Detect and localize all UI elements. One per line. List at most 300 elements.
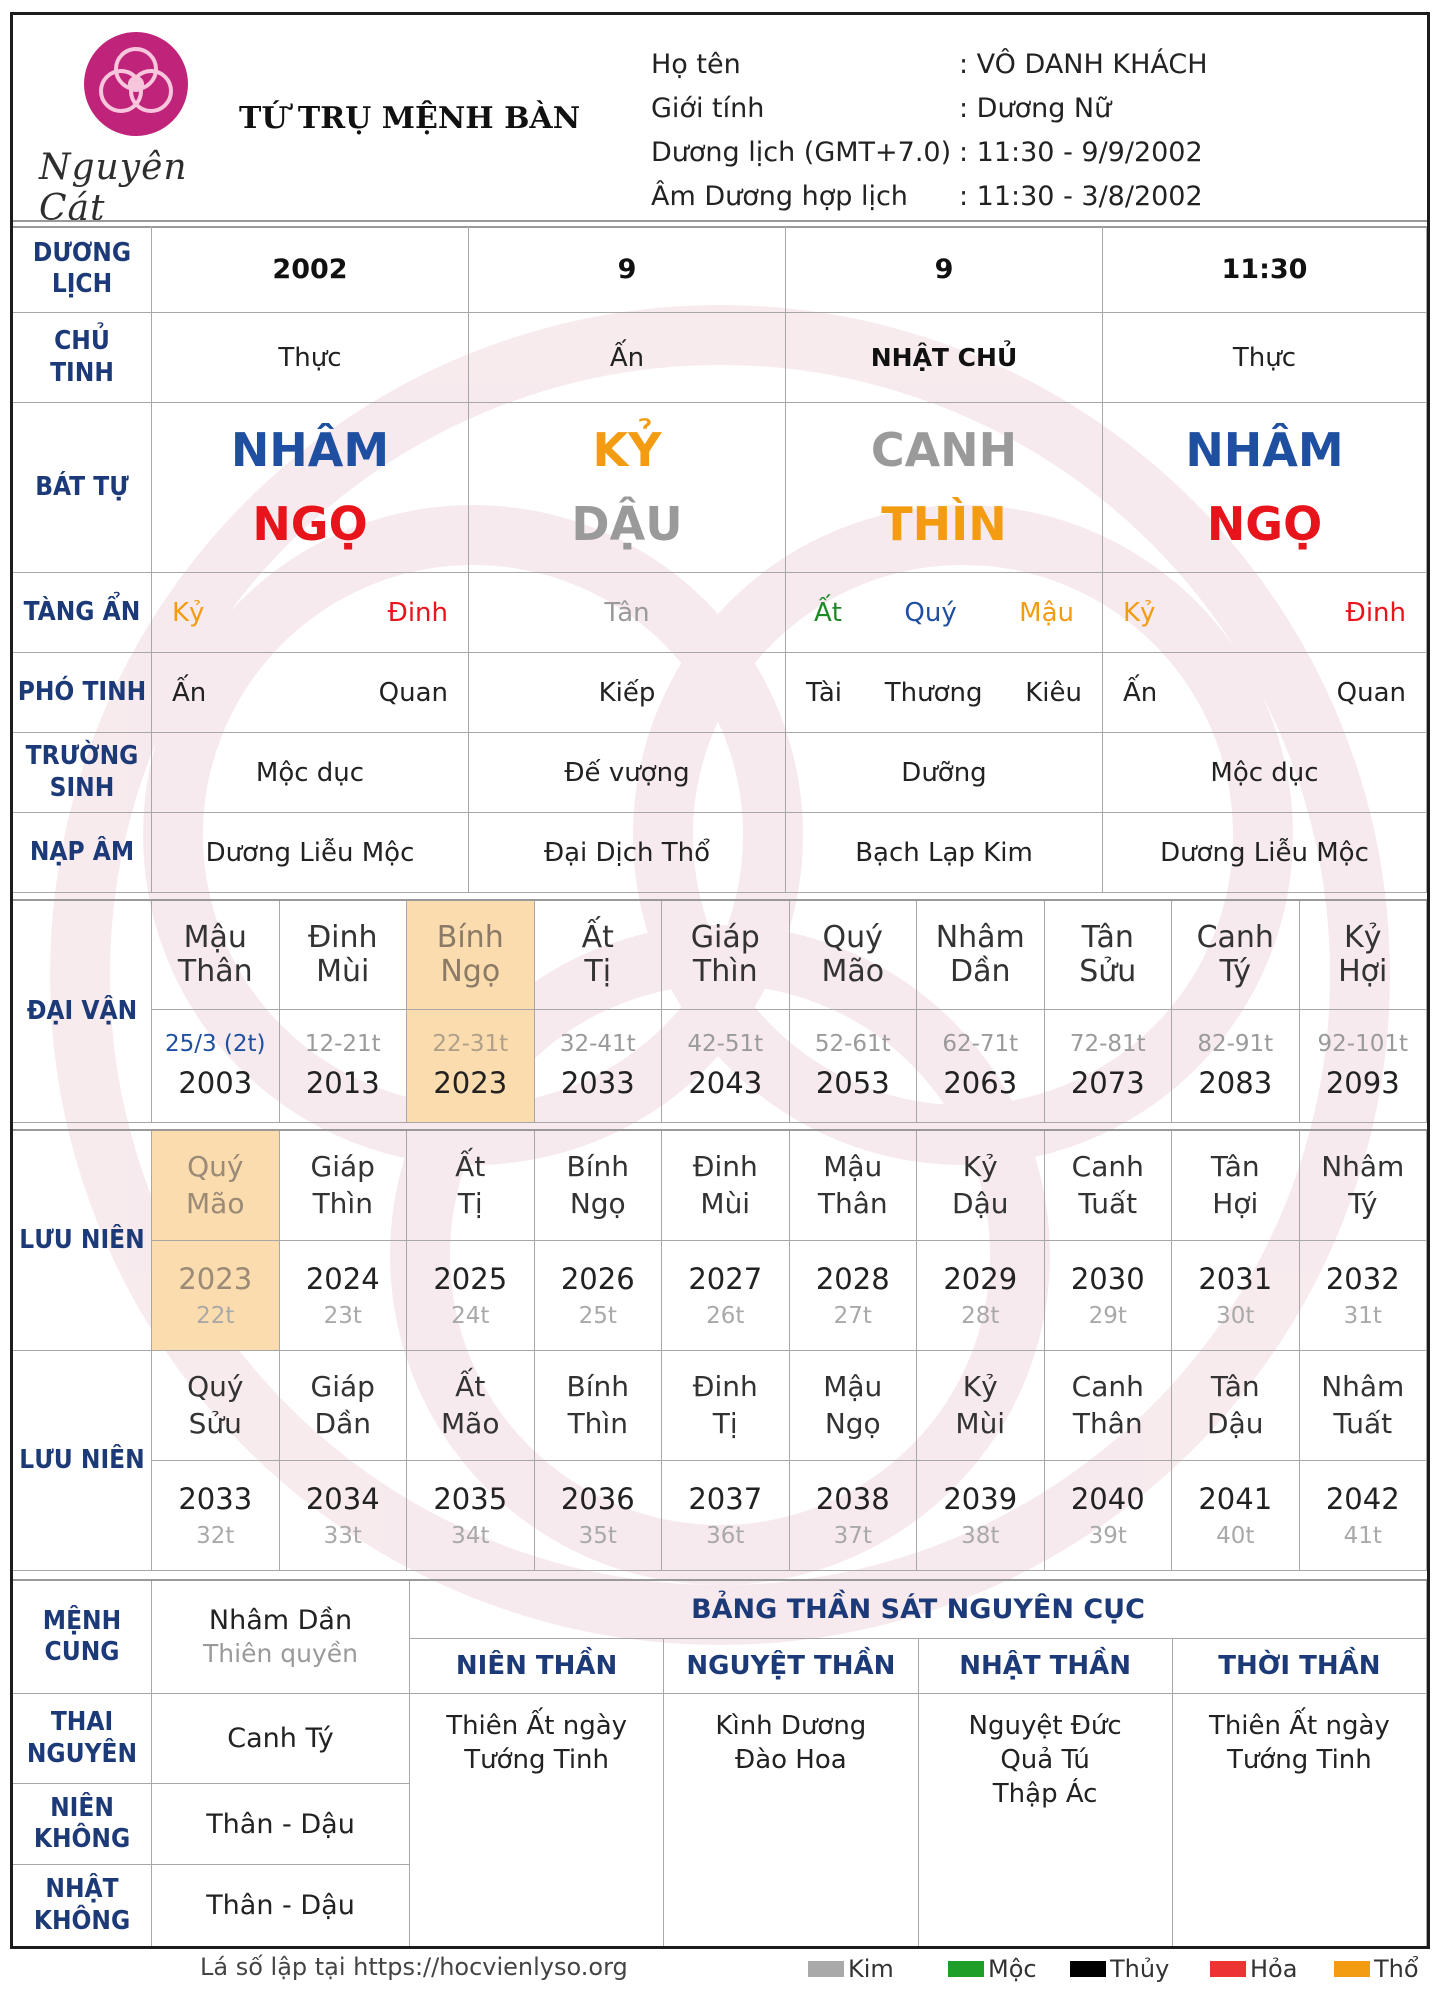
hidden-stem: Kỷ	[172, 597, 205, 628]
legend-item	[808, 1955, 894, 1983]
luu-nien-stem: Quý	[187, 1150, 244, 1184]
luu-nien-stem: Quý	[187, 1370, 244, 1404]
dai-van-age: 22-31t	[432, 1031, 509, 1058]
luu-nien-year: 2034	[305, 1482, 380, 1517]
luu-nien-stem: Tân	[1210, 1150, 1260, 1184]
dai-van-age: 62-71t	[942, 1031, 1019, 1058]
dai-van-pillar	[407, 901, 535, 1010]
luu-nien-age: 40t	[1216, 1522, 1255, 1549]
luu-nien-stem: Kỷ	[962, 1150, 998, 1184]
luu-nien-year-cell	[790, 1241, 918, 1351]
chu-tinh-hour: Thực	[1103, 313, 1427, 403]
nap-am-hour: Dương Liễu Mộc	[1103, 813, 1427, 893]
luu-nien-year: 2035	[433, 1482, 508, 1517]
sub-star: Quan	[1336, 677, 1406, 708]
luu-nien-age: 33t	[323, 1522, 362, 1549]
luu-nien-pillar	[917, 1131, 1045, 1241]
pho-tinh-day	[786, 653, 1103, 733]
luu-nien-branch: Tị	[457, 1186, 483, 1220]
sub-star: Ấn	[1123, 677, 1158, 708]
menh-cung-name: Nhâm Dần	[208, 1605, 353, 1637]
luu-nien-branch: Sửu	[188, 1406, 242, 1440]
luu-nien-pillar	[1300, 1131, 1428, 1241]
luu-nien-branch: Mão	[441, 1406, 500, 1440]
dai-van-branch: Tý	[1219, 954, 1251, 989]
luu-nien-pillar	[535, 1351, 663, 1461]
row-label-truong-sinh	[13, 733, 152, 813]
luu-nien-branch: Hợi	[1212, 1186, 1259, 1220]
luu-nien-age: 39t	[1088, 1522, 1127, 1549]
than-sat-column-header: NIÊN THẦN	[410, 1639, 664, 1694]
nien-khong-value: Thân - Dậu	[152, 1784, 410, 1865]
hidden-stem: Ất	[814, 597, 842, 628]
dai-van-period	[152, 1010, 280, 1123]
luu-nien-year-cell	[790, 1461, 918, 1571]
duong-lich-day: 9	[786, 226, 1103, 313]
luu-nien-year: 2037	[688, 1482, 763, 1517]
than-sat-item: Thập Ác	[992, 1778, 1098, 1809]
dai-van-pillar	[917, 901, 1045, 1010]
info-label-name: Họ tên	[651, 49, 741, 80]
row-label-line2: KHÔNG	[33, 1824, 131, 1854]
luu-nien-pillar	[790, 1351, 918, 1461]
luu-nien-pillar	[407, 1351, 535, 1461]
row-label-tang-an: TÀNG ẨN	[13, 573, 152, 653]
luu-nien-branch: Tị	[712, 1406, 738, 1440]
dai-van-branch: Mùi	[316, 954, 370, 989]
legend-label: Kim	[848, 1955, 894, 1983]
menh-cung-star: Thiên quyền	[203, 1639, 358, 1669]
pho-tinh-month	[469, 653, 786, 733]
luu-nien-stem: Ất	[455, 1370, 486, 1404]
luu-nien-year: 2036	[560, 1482, 635, 1517]
luu-nien-year-cell	[407, 1241, 535, 1351]
hidden-stem: Tân	[604, 597, 650, 628]
luu-nien-year-cell	[280, 1461, 408, 1571]
info-value-solar-date: : 11:30 - 9/9/2002	[959, 137, 1203, 168]
label-menh-cung	[13, 1581, 152, 1694]
luu-nien-year: 2041	[1198, 1482, 1273, 1517]
dai-van-stem: Giáp	[690, 919, 760, 955]
pho-tinh-year	[152, 653, 469, 733]
heavenly-stem: KỶ	[592, 422, 662, 477]
label-nhat-khong	[13, 1865, 152, 1946]
dai-van-stem: Kỷ	[1344, 919, 1382, 955]
dai-van-age: 12-21t	[304, 1031, 381, 1058]
legend-swatch	[1070, 1961, 1106, 1977]
luu-nien-pillar	[1172, 1351, 1300, 1461]
than-sat-item: Tướng Tinh	[1226, 1744, 1372, 1775]
tang-an-day	[786, 573, 1103, 653]
luu-nien-age: 30t	[1216, 1302, 1255, 1329]
dai-van-branch: Ngọ	[440, 954, 501, 989]
than-sat-column-body	[1173, 1694, 1427, 1946]
info-label-gender: Giới tính	[651, 93, 765, 124]
than-sat-column-header: NHẬT THẦN	[919, 1639, 1173, 1694]
hidden-stem: Đinh	[387, 597, 448, 628]
luu-nien-year: 2030	[1070, 1262, 1145, 1297]
luu-nien-year-cell	[152, 1241, 280, 1351]
luu-nien-branch: Dậu	[1207, 1406, 1264, 1440]
luu-nien-year-cell	[280, 1241, 408, 1351]
dai-van-age: 42-51t	[687, 1031, 764, 1058]
luu-nien-year: 2027	[688, 1262, 763, 1297]
logo	[31, 29, 241, 229]
luu-nien-branch: Mùi	[700, 1186, 751, 1220]
luu-nien-stem: Canh	[1071, 1370, 1144, 1404]
luu-nien-year-cell	[1172, 1461, 1300, 1571]
luu-nien-pillar	[152, 1131, 280, 1241]
than-sat-item: Nguyệt Đức	[968, 1711, 1122, 1741]
luu-nien-age: 36t	[706, 1522, 745, 1549]
nhat-khong-value: Thân - Dậu	[152, 1865, 410, 1946]
luu-nien-pillar	[535, 1131, 663, 1241]
sub-star: Tài	[806, 677, 843, 708]
luu-nien-branch: Mão	[186, 1186, 245, 1220]
luu-nien-year-cell	[662, 1241, 790, 1351]
row-label-line2: KHÔNG	[33, 1905, 131, 1936]
luu-nien-year: 2028	[815, 1262, 890, 1297]
heavenly-stem: NHÂM	[230, 422, 390, 477]
dai-van-year: 2043	[688, 1065, 763, 1100]
chu-tinh-year: Thực	[152, 313, 469, 403]
row-label-line1: TRƯỜNG	[25, 741, 139, 772]
luu-nien-year-cell	[917, 1241, 1045, 1351]
dai-van-year: 2093	[1325, 1065, 1400, 1100]
bat-tu-year	[152, 403, 469, 573]
than-sat-item: Tướng Tinh	[464, 1744, 610, 1775]
luu-nien-year: 2031	[1198, 1262, 1273, 1297]
row-label-line1: DƯƠNG	[32, 237, 132, 268]
dai-van-pillar	[790, 901, 918, 1010]
luu-nien-age: 35t	[578, 1522, 617, 1549]
dai-van-period	[917, 1010, 1045, 1123]
duong-lich-year: 2002	[152, 226, 469, 313]
luu-nien-age: 31t	[1343, 1302, 1382, 1329]
nap-am-year: Dương Liễu Mộc	[152, 813, 469, 893]
legend-label: Thủy	[1110, 1955, 1170, 1983]
row-label-line1: NIÊN	[50, 1792, 114, 1823]
luu-nien-stem: Tân	[1210, 1370, 1260, 1404]
dai-van-stem: Quý	[822, 919, 883, 955]
info-value-lunar-date: : 11:30 - 3/8/2002	[959, 181, 1203, 212]
than-sat-column-header: THỜI THẦN	[1173, 1639, 1427, 1694]
luu-nien-age: 34t	[451, 1522, 490, 1549]
hidden-stem: Kỷ	[1123, 597, 1156, 628]
tang-an-year	[152, 573, 469, 653]
dai-van-year: 2023	[433, 1065, 508, 1100]
dai-van-age: 82-91t	[1197, 1031, 1274, 1058]
thai-nguyen-value: Canh Tý	[152, 1694, 410, 1784]
dai-van-age: 25/3 (2t)	[164, 1031, 266, 1058]
luu-nien-year-cell	[535, 1461, 663, 1571]
row-label-line2: LỊCH	[51, 269, 113, 299]
luu-nien-year: 2039	[943, 1482, 1018, 1517]
luu-nien-branch: Dậu	[952, 1186, 1009, 1220]
dai-van-branch: Dần	[950, 954, 1011, 989]
legend-label: Mộc	[988, 1955, 1037, 1983]
footer-source: Lá số lập tại https://hocvienlyso.org	[200, 1953, 628, 1981]
row-label-nap-am: NẠP ÂM	[13, 813, 152, 893]
luu-nien-year-cell	[1300, 1461, 1428, 1571]
duong-lich-hour: 11:30	[1103, 226, 1427, 313]
dai-van-pillar	[1045, 901, 1173, 1010]
row-label-line1: MỆNH	[42, 1605, 122, 1636]
heavenly-stem: CANH	[870, 422, 1018, 477]
than-sat-item: Thiên Ất ngày	[1208, 1711, 1390, 1741]
dai-van-stem: Ất	[581, 919, 614, 955]
luu-nien-year: 2029	[943, 1262, 1018, 1297]
luu-nien-year: 2033	[178, 1482, 253, 1517]
row-label-line1: THAI	[50, 1707, 114, 1738]
luu-nien-pillar	[1045, 1351, 1173, 1461]
row-label-line1: NHẬT	[45, 1874, 119, 1905]
row-label-luu-nien-1: LƯU NIÊN	[13, 1131, 152, 1351]
luu-nien-year-cell	[662, 1461, 790, 1571]
luu-nien-branch: Ngọ	[569, 1186, 626, 1220]
luu-nien-stem: Canh	[1071, 1150, 1144, 1184]
legend-item	[948, 1955, 1037, 1983]
luu-nien-age: 32t	[196, 1522, 235, 1549]
luu-nien-year-cell	[535, 1241, 663, 1351]
luu-nien-age: 23t	[323, 1302, 362, 1329]
luu-nien-age: 27t	[833, 1302, 872, 1329]
sub-star: Thương	[884, 677, 983, 708]
dai-van-branch: Thân	[177, 954, 253, 989]
dai-van-stem: Mậu	[183, 919, 247, 955]
chart-frame	[10, 12, 1430, 1949]
row-label-luu-nien-2: LƯU NIÊN	[13, 1351, 152, 1571]
luu-nien-age: 26t	[706, 1302, 745, 1329]
dai-van-period	[790, 1010, 918, 1123]
luu-nien-year: 2026	[560, 1262, 635, 1297]
truong-sinh-month: Đế vượng	[469, 733, 786, 813]
row-label-line2: NGUYÊN	[26, 1738, 138, 1769]
bat-tu-day	[786, 403, 1103, 573]
luu-nien-stem: Đinh	[692, 1370, 758, 1404]
dai-van-period	[407, 1010, 535, 1123]
label-thai-nguyen	[13, 1694, 152, 1784]
dai-van-year: 2033	[560, 1065, 635, 1100]
luu-nien-stem: Đinh	[692, 1150, 758, 1184]
row-label-line2: SINH	[49, 772, 115, 803]
nap-am-day: Bạch Lạp Kim	[786, 813, 1103, 893]
dai-van-period	[1172, 1010, 1300, 1123]
nap-am-month: Đại Dịch Thổ	[469, 813, 786, 893]
dai-van-year: 2063	[943, 1065, 1018, 1100]
legend-label: Hỏa	[1250, 1955, 1298, 1983]
luu-nien-year: 2042	[1325, 1482, 1400, 1517]
dai-van-branch: Tị	[584, 954, 612, 989]
luu-nien-stem: Ất	[455, 1150, 486, 1184]
luu-nien-age: 38t	[961, 1522, 1000, 1549]
row-label-duong-lich	[13, 226, 152, 313]
luu-nien-stem: Nhâm	[1321, 1150, 1405, 1184]
luu-nien-year: 2032	[1325, 1262, 1400, 1297]
luu-nien-branch: Dần	[314, 1406, 371, 1440]
luu-nien-branch: Mùi	[955, 1406, 1006, 1440]
header-divider	[13, 220, 1427, 222]
luu-nien-pillar	[1172, 1131, 1300, 1241]
header	[13, 15, 1427, 229]
dai-van-age: 32-41t	[559, 1031, 636, 1058]
luu-nien-age: 22t	[196, 1302, 235, 1329]
heavenly-stem: NHÂM	[1185, 422, 1344, 477]
sub-star: Kiêu	[1025, 677, 1082, 708]
dai-van-year: 2073	[1070, 1065, 1145, 1100]
luu-nien-stem: Nhâm	[1321, 1370, 1405, 1404]
info-value-gender: : Dương Nữ	[959, 93, 1112, 124]
sub-star: Kiếp	[598, 677, 656, 708]
row-label-bat-tu: BÁT TỰ	[13, 403, 152, 573]
label-nien-khong	[13, 1784, 152, 1865]
dai-van-stem: Canh	[1196, 919, 1274, 955]
luu-nien-branch: Tuất	[1078, 1186, 1138, 1220]
row-label-line2: CUNG	[44, 1637, 120, 1667]
hidden-stem: Đinh	[1345, 597, 1406, 628]
luu-nien-age: 41t	[1343, 1522, 1382, 1549]
luu-nien-year-cell	[1172, 1241, 1300, 1351]
luu-nien-year-cell	[917, 1461, 1045, 1571]
luu-nien-pillar	[280, 1351, 408, 1461]
lotus-logo-icon	[81, 29, 191, 139]
luu-nien-pillar	[1045, 1131, 1173, 1241]
truong-sinh-day: Dưỡng	[786, 733, 1103, 813]
luu-nien-branch: Tý	[1348, 1186, 1378, 1220]
luu-nien-stem: Mậu	[823, 1370, 883, 1404]
legend-swatch	[1334, 1961, 1370, 1977]
hidden-stem: Mậu	[1019, 597, 1074, 628]
luu-nien-pillar	[407, 1131, 535, 1241]
dai-van-branch: Sửu	[1079, 954, 1137, 989]
legend-swatch	[948, 1961, 984, 1977]
bat-tu-month	[469, 403, 786, 573]
luu-nien-branch: Thìn	[312, 1186, 373, 1220]
dai-van-period	[280, 1010, 408, 1123]
legend-item	[1070, 1955, 1169, 1983]
menh-cung-value	[152, 1581, 410, 1694]
dai-van-pillar	[152, 901, 280, 1010]
luu-nien-pillar	[662, 1131, 790, 1241]
dai-van-pillar	[1300, 901, 1428, 1010]
legend-item	[1210, 1955, 1297, 1983]
luu-nien-pillar	[1300, 1351, 1428, 1461]
duong-lich-month: 9	[469, 226, 786, 313]
info-label-lunar-date: Âm Dương hợp lịch	[651, 181, 908, 212]
tang-an-hour	[1103, 573, 1427, 653]
luu-nien-year-cell	[152, 1461, 280, 1571]
than-sat-item: Kình Dương	[715, 1711, 867, 1741]
dai-van-period	[535, 1010, 663, 1123]
earthly-branch: THÌN	[881, 496, 1007, 551]
dai-van-period	[1300, 1010, 1428, 1123]
dai-van-pillar	[662, 901, 790, 1010]
dai-van-stem: Bính	[436, 919, 504, 955]
than-sat-item: Thiên Ất ngày	[446, 1711, 628, 1741]
luu-nien-year: 2024	[305, 1262, 380, 1297]
dai-van-year: 2053	[815, 1065, 890, 1100]
earthly-branch: NGỌ	[1206, 496, 1323, 551]
luu-nien-branch: Thìn	[567, 1406, 628, 1440]
luu-nien-pillar	[152, 1351, 280, 1461]
logo-text: Nguyên Cát	[39, 147, 188, 229]
chu-tinh-day: NHẬT CHỦ	[786, 313, 1103, 403]
dai-van-branch: Hợi	[1338, 954, 1388, 989]
luu-nien-year: 2040	[1070, 1482, 1145, 1517]
luu-nien-year-cell	[1300, 1241, 1428, 1351]
sub-star: Ấn	[172, 677, 207, 708]
luu-nien-stem: Kỷ	[962, 1370, 998, 1404]
row-label-chu-tinh	[13, 313, 152, 403]
luu-nien-year: 2038	[815, 1482, 890, 1517]
luu-nien-pillar	[280, 1131, 408, 1241]
legend-swatch	[808, 1961, 844, 1977]
earthly-branch: NGỌ	[252, 496, 368, 551]
row-label-dai-van: ĐẠI VẬN	[13, 901, 152, 1123]
luu-nien-stem: Mậu	[823, 1150, 883, 1184]
dai-van-stem: Đinh	[307, 919, 378, 955]
chu-tinh-month: Ấn	[469, 313, 786, 403]
row-label-line1: CHỦ	[54, 326, 110, 357]
truong-sinh-year: Mộc dục	[152, 733, 469, 813]
dai-van-year: 2003	[178, 1065, 253, 1100]
dai-van-age: 52-61t	[814, 1031, 891, 1058]
than-sat-item: Quả Tú	[1000, 1744, 1090, 1775]
earthly-branch: DẬU	[571, 496, 683, 551]
luu-nien-age: 25t	[578, 1302, 617, 1329]
dai-van-period	[662, 1010, 790, 1123]
dai-van-year: 2013	[305, 1065, 380, 1100]
luu-nien-branch: Thân	[1072, 1406, 1143, 1440]
row-label-line2: TINH	[50, 357, 114, 388]
than-sat-column-body	[664, 1694, 918, 1946]
luu-nien-stem: Bính	[566, 1150, 629, 1184]
row-label-pho-tinh: PHÓ TINH	[13, 653, 152, 733]
luu-nien-year: 2025	[433, 1262, 508, 1297]
luu-nien-stem: Giáp	[310, 1150, 375, 1184]
dai-van-pillar	[535, 901, 663, 1010]
legend-swatch	[1210, 1961, 1246, 1977]
luu-nien-year-cell	[1045, 1461, 1173, 1571]
luu-nien-age: 37t	[833, 1522, 872, 1549]
than-sat-column-body	[919, 1694, 1173, 1946]
hidden-stem: Quý	[904, 597, 957, 628]
than-sat-column-body	[410, 1694, 664, 1946]
dai-van-pillar	[1172, 901, 1300, 1010]
luu-nien-branch: Ngọ	[824, 1406, 881, 1440]
bat-tu-hour	[1103, 403, 1427, 573]
dai-van-period	[1045, 1010, 1173, 1123]
luu-nien-year: 2023	[178, 1262, 253, 1297]
pho-tinh-hour	[1103, 653, 1427, 733]
sub-star: Quan	[378, 677, 448, 708]
luu-nien-age: 24t	[451, 1302, 490, 1329]
luu-nien-pillar	[790, 1131, 918, 1241]
luu-nien-year-cell	[407, 1461, 535, 1571]
luu-nien-age: 29t	[1088, 1302, 1127, 1329]
luu-nien-age: 28t	[961, 1302, 1000, 1329]
dai-van-stem: Nhâm	[935, 919, 1025, 955]
luu-nien-stem: Bính	[566, 1370, 629, 1404]
dai-van-pillar	[280, 901, 408, 1010]
page-title: TỨ TRỤ MỆNH BÀN	[239, 101, 581, 136]
info-label-solar-date: Dương lịch (GMT+7.0)	[651, 137, 952, 168]
luu-nien-branch: Tuất	[1333, 1406, 1393, 1440]
info-value-name: : VÔ DANH KHÁCH	[959, 49, 1208, 80]
legend-label: Thổ	[1374, 1955, 1419, 1983]
legend-item	[1334, 1955, 1419, 1983]
luu-nien-pillar	[917, 1351, 1045, 1461]
